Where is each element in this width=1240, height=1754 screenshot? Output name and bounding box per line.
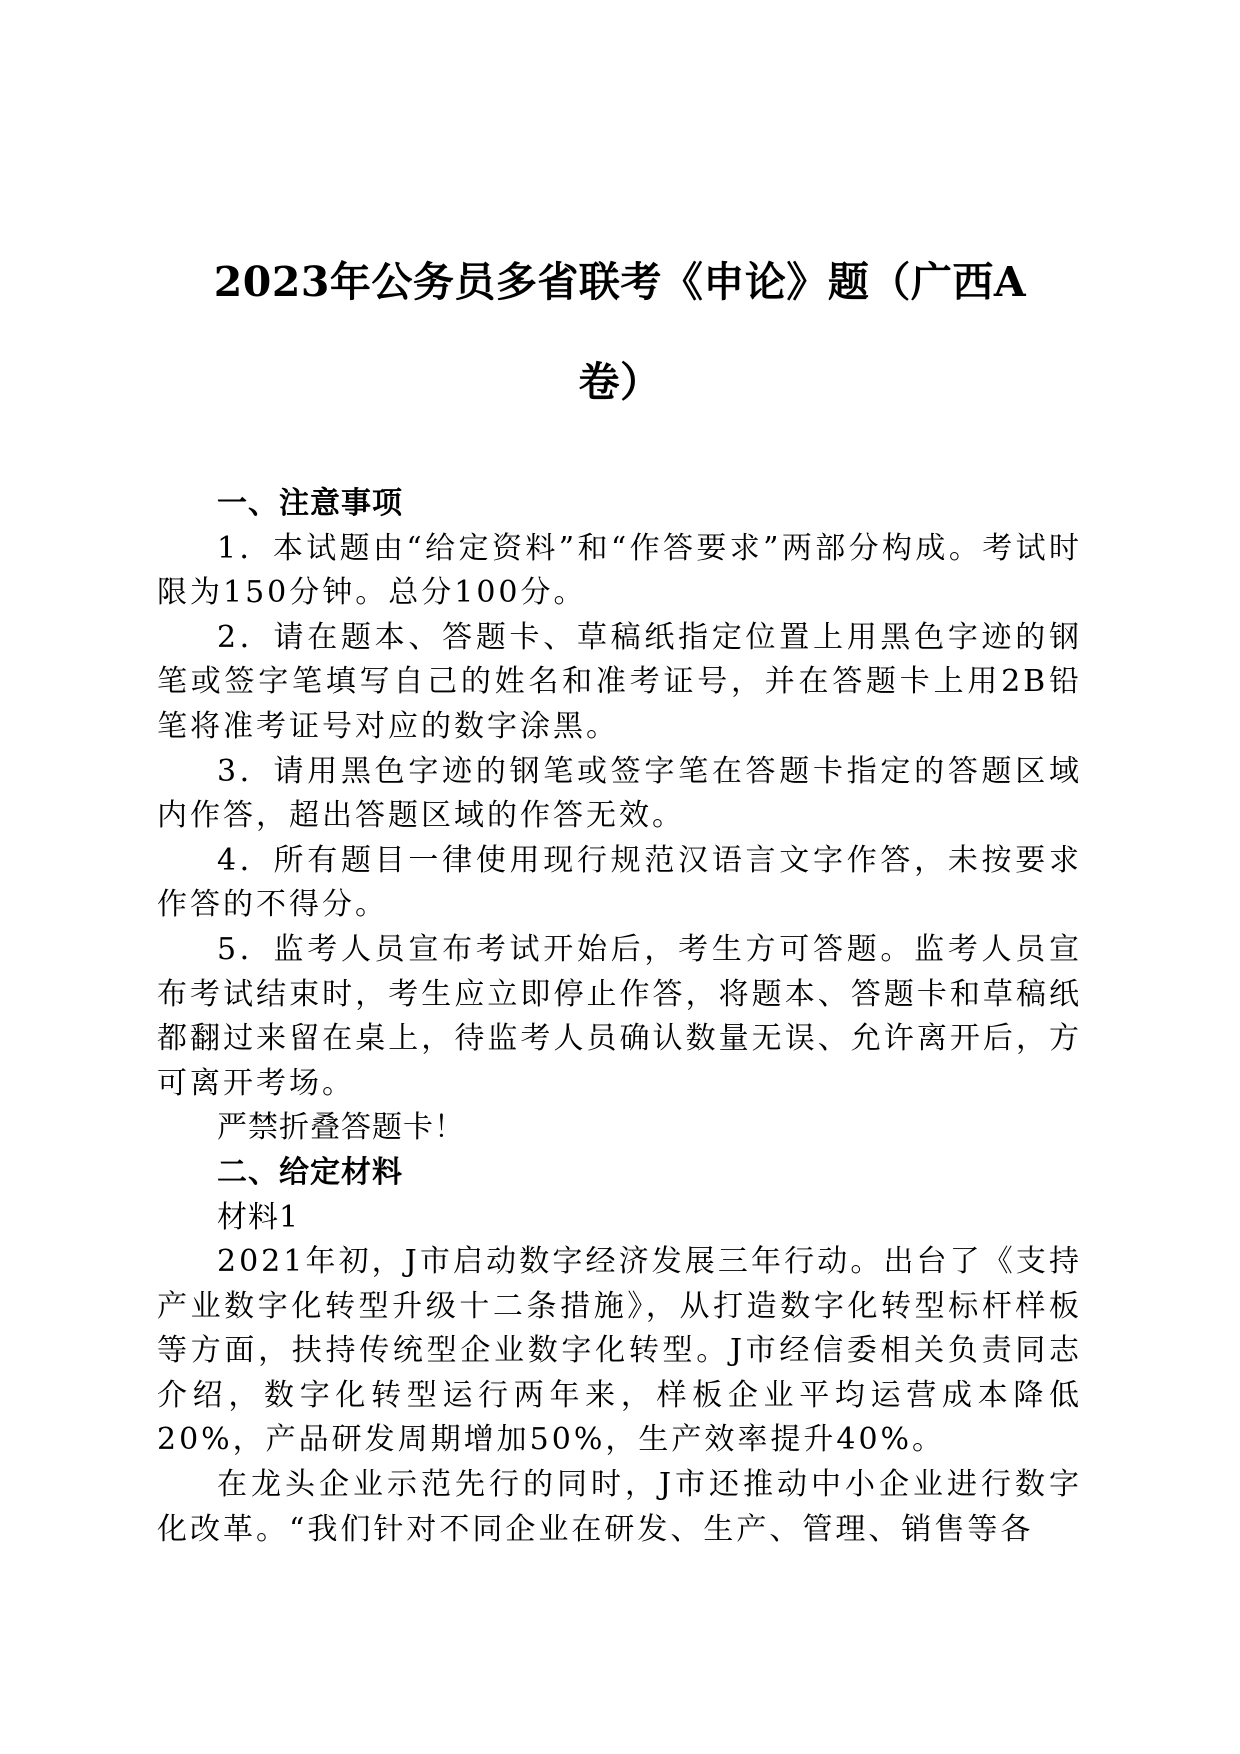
materials-heading: 二、给定材料 [217,1154,403,1190]
notice-item-3: 3．请用黑色字迹的钢笔或签字笔在答题卡指定的答题区域内作答，超出答题区域的作答无效。 [157,753,1082,834]
document-title [155,232,1085,432]
material-paragraph-1: 2021年初，J市启动数字经济发展三年行动。出台了《支持产业数字化转型升级十二条措施》，从打造数字化转型标杆样板等方面，扶持传统型企业数字化转型。J市经信委相关负责同志介绍，数字化转型运行两年来，样板企业平均运营成本降低20%，产品研发周期增加50%，生产效率提升40%。 [157,1244,1082,1458]
notice-item-1: 1．本试题由“给定资料”和“作答要求”两部分构成。考试时限为150分钟。总分100分。 [157,530,1082,611]
notice-item-5: 5．监考人员宣布考试开始后，考生方可答题。监考人员宣布考试结束时，考生应立即停止作答，将题本、答题卡和草稿纸都翻过来留在桌上，待监考人员确认数量无误、允许离开后，方可离开考场。 [157,931,1082,1101]
notice-heading: 一、注意事项 [217,486,403,521]
title-line-2: 卷） [578,358,662,406]
notice-item-2: 2．请在题本、答题卡、草稿纸指定位置上用黑色字迹的钢笔或签字笔填写自己的姓名和准考证号，并在答题卡上用2B铅笔将准考证号对应的数字涂黑。 [157,619,1082,744]
title-line-1: 2023年公务员多省联考《申论》题（广西A [213,258,1027,306]
notice-item-4: 4．所有题目一律使用现行规范汉语言文字作答，未按要求作答的不得分。 [157,842,1082,923]
document-body [157,482,1082,1552]
warning-text: 严禁折叠答题卡！ [217,1110,465,1146]
material-label: 材料1 [217,1199,300,1235]
material-paragraph-2: 在龙头企业示范先行的同时，J市还推动中小企业进行数字化改革。“我们针对不同企业在研发、生产、管理、销售等各 [157,1467,1082,1547]
